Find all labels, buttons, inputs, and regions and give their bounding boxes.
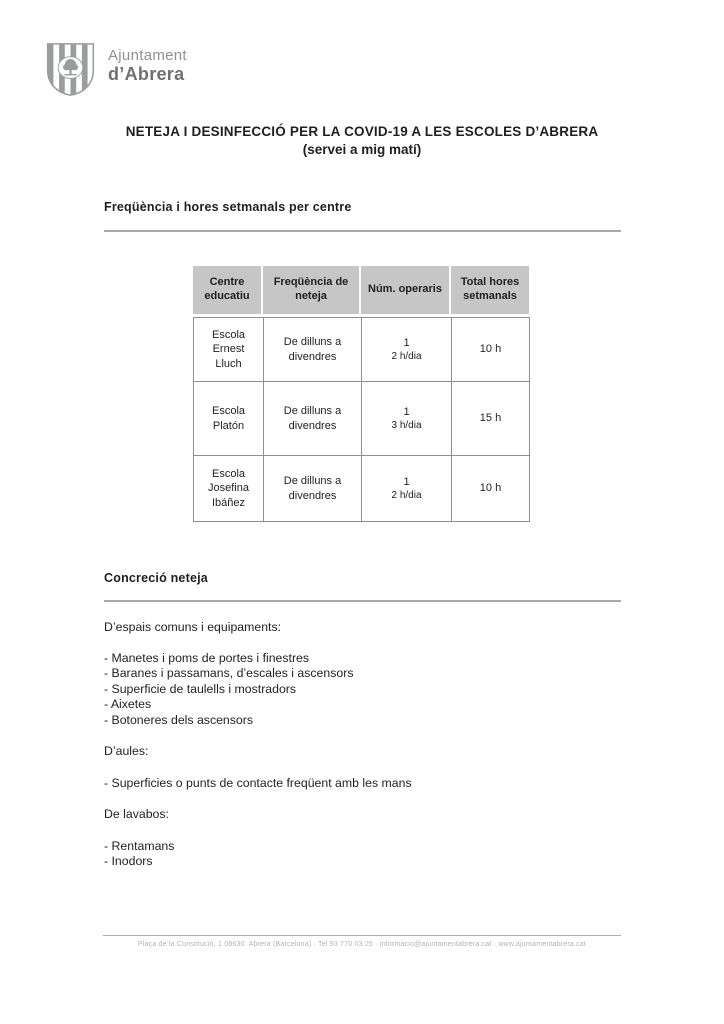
list-item: - Baranes i passamans, d’escales i ascensors [104, 666, 354, 680]
table-header-operaris: Núm. operaris [361, 266, 451, 314]
cell-frequencia: De dilluns a divendres [264, 382, 362, 456]
cell-frequencia: De dilluns a divendres [264, 318, 362, 382]
cell-centre: Escola Platón [194, 382, 264, 456]
cell-centre: Escola Ernest Lluch [194, 318, 264, 382]
aules-title: D’aules: [104, 744, 149, 758]
document-title [0, 124, 724, 157]
org-name-line1: Ajuntament [108, 47, 187, 64]
table-header-frequencia: Freqüència de neteja [263, 266, 361, 314]
cell-total: 10 h [452, 456, 530, 522]
table-header-centre: Centre educatiu [193, 266, 263, 314]
espais-title: D’espais comuns i equipaments: [104, 620, 282, 634]
footer-rule [103, 935, 621, 936]
cell-operaris [362, 382, 452, 456]
concrecio-text-block [104, 620, 564, 870]
list-item: - Inodors [104, 854, 153, 868]
list-item: - Superficie de taulells i mostradors [104, 681, 297, 696]
schedule-table [193, 266, 529, 522]
list-item: - Rentamans [104, 838, 175, 853]
abrera-coat-of-arms-icon [42, 41, 99, 103]
schedule-table-header-row [193, 266, 529, 314]
document-title-line1: NETEJA I DESINFECCIÓ PER LA COVID-19 A LES ESCOLES D’ABRERA [125, 124, 599, 139]
cell-operaris [362, 318, 452, 382]
list-item: - Superficies o punts de contacte freqüent amb les mans [104, 775, 412, 790]
org-logo [42, 41, 187, 103]
operaris-count: 1 [403, 336, 410, 349]
operaris-count: 1 [403, 405, 410, 418]
list-item: - Botoneres dels ascensors [104, 712, 254, 727]
cell-total: 10 h [452, 318, 530, 382]
document-subtitle: (servei a mig matí) [302, 142, 422, 157]
section-heading-concrecio: Concreció neteja [104, 571, 208, 585]
footer-address: Plaça de la Constitució, 1 08630. Abrera (Barcelona) · Tel 93 770 03 25 · informacio@ajuntamentabrera.cat · www.ajuntamentabrera.cat [137, 941, 587, 948]
table-row [194, 382, 530, 456]
operaris-hours-per-day: 2 h/dia [391, 351, 422, 363]
section-heading-frequencia: Freqüència i hores setmanals per centre [104, 200, 352, 214]
cell-operaris [362, 456, 452, 522]
cell-total: 15 h [452, 382, 530, 456]
cell-frequencia: De dilluns a divendres [264, 456, 362, 522]
operaris-hours-per-day: 2 h/dia [391, 490, 422, 502]
org-name-line2: d’Abrera [108, 64, 185, 85]
cell-centre: Escola Josefina Ibáñez [194, 456, 264, 522]
operaris-count: 1 [403, 475, 410, 488]
list-item: - Manetes i poms de portes i finestres [104, 650, 310, 665]
section-rule [104, 600, 621, 602]
list-item: - Aixetes [104, 697, 152, 711]
lavabos-title: De lavabos: [104, 807, 169, 821]
table-row [194, 318, 530, 382]
table-row [194, 456, 530, 522]
section-rule [104, 230, 621, 232]
operaris-hours-per-day: 3 h/dia [391, 420, 422, 432]
table-header-total: Total hores setmanals [451, 266, 529, 314]
